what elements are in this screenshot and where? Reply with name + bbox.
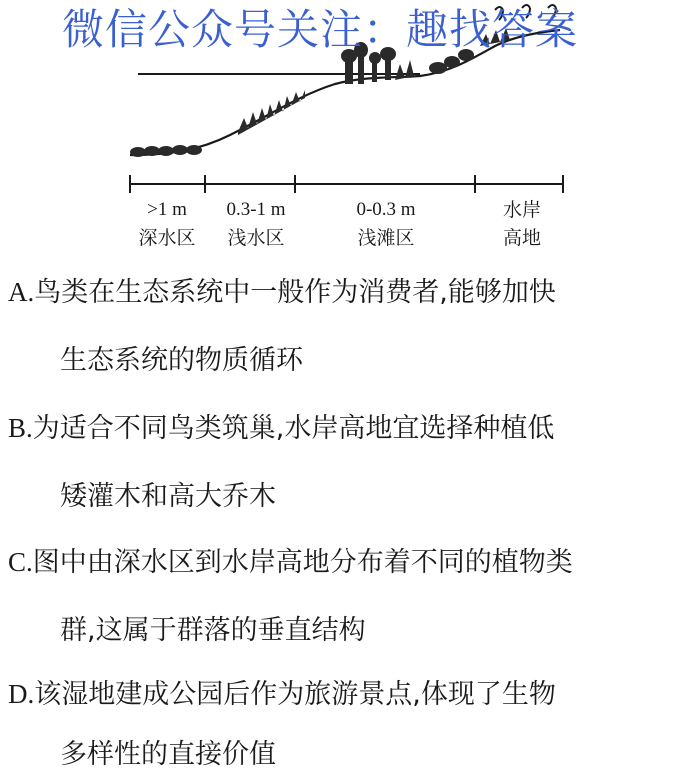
zone-name: 深水区 [138, 227, 196, 249]
zone-range: 0-0.3 m [356, 199, 416, 220]
option-text-line2: 多样性的直接价值 [60, 739, 276, 770]
zone-range: 0.3-1 m [226, 199, 286, 220]
zone-scale-axis [130, 175, 563, 193]
zone-name: 浅滩区 [357, 227, 415, 249]
option-text-line2: 生态系统的物质循环 [60, 345, 303, 376]
zone-deep-water [122, 196, 212, 252]
submerged-plants [130, 145, 202, 157]
zone-name: 高地 [502, 227, 541, 249]
option-letter: C. [8, 547, 33, 577]
zone-name: 浅水区 [227, 227, 285, 249]
zone-bank-highland [482, 196, 562, 252]
option-text-line1: 为适合不同鸟类筑巢,水岸高地宜选择种植低 [32, 413, 555, 444]
shallow-water-vegetation [238, 90, 305, 135]
option-text-line1: 图中由深水区到水岸高地分布着不同的植物类 [32, 547, 573, 578]
option-text-line2: 群,这属于群落的垂直结构 [60, 615, 366, 646]
option-letter: B. [8, 413, 33, 443]
zone-range: 水岸 [502, 199, 541, 221]
option-letter: A. [8, 277, 35, 307]
zone-shoal [336, 196, 436, 252]
option-letter: D. [8, 679, 35, 709]
option-text-line2: 矮灌木和高大乔木 [60, 481, 276, 512]
zone-range: >1 m [147, 199, 187, 220]
zone-shallow-water [208, 196, 304, 252]
option-text-line1: 该湿地建成公园后作为旅游景点,体现了生物 [34, 679, 556, 710]
option-text-line1: 鸟类在生态系统中一般作为消费者,能够加快 [34, 277, 556, 308]
watermark-text: 微信公众号关注：趣找答案 [62, 5, 579, 54]
